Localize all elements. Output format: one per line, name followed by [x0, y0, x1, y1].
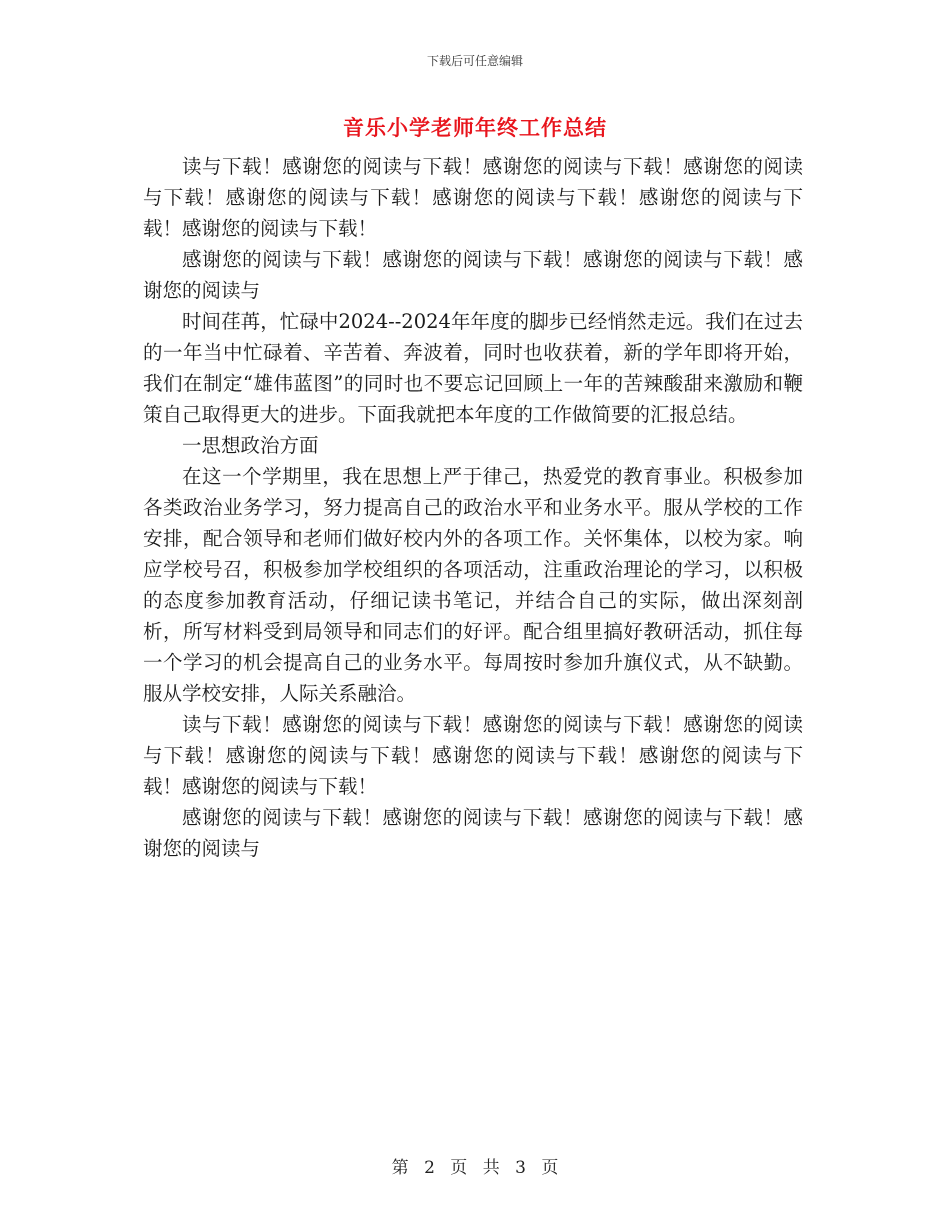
page-label-mid1: 页 — [450, 1158, 468, 1178]
paragraph: 感谢您的阅读与下载！感谢您的阅读与下载！感谢您的阅读与下载！感谢您的阅读与 — [143, 248, 803, 302]
paragraph: 感谢您的阅读与下载！感谢您的阅读与下载！感谢您的阅读与下载！感谢您的阅读与 — [143, 806, 803, 860]
section-heading: 一思想政治方面 — [182, 434, 319, 457]
page-label-mid2: 共 — [482, 1158, 500, 1178]
paragraph: 读与下载！感谢您的阅读与下载！感谢您的阅读与下载！感谢您的阅读与下载！感谢您的阅读与下载！感谢您的阅读与下载！感谢您的阅读与下载！感谢您的阅读与下载！ — [143, 713, 803, 798]
paragraph: 时间荏苒，忙碌中2024--2024年年度的脚步已经悄然走远。我们在过去的一年当中忙碌着、辛苦着、奔波着，同时也收获着，新的学年即将开始，我们在制定“雄伟蓝图”的同时也不要忘记回顾上一年的苦辣酸甜来激励和鞭策自己取得更大的进步。下面我就把本年度的工作做简要的汇报总结。 — [143, 310, 803, 426]
paragraph: 读与下载！感谢您的阅读与下载！感谢您的阅读与下载！感谢您的阅读与下载！感谢您的阅读与下载！感谢您的阅读与下载！感谢您的阅读与下载！感谢您的阅读与下载！ — [143, 155, 803, 240]
paragraph: 在这一个学期里，我在思想上严于律己，热爱党的教育事业。积极参加各类政治业务学习，努力提高自己的政治水平和业务水平。服从学校的工作安排，配合领导和老师们做好校内外的各项工作。关怀集体，以校为家。响应学校号召，积极参加学校组织的各项活动，注重政治理论的学习，以积极的态度参加教育活动，仔细记读书笔记，并结合自己的实际，做出深刻剖析，所写材料受到局领导和同志们的好评。配合组里搞好教研活动，抓住每一个学习的机会提高自己的业务水平。每周按时参加升旗仪式，从不缺勤。服从学校安排，人际关系融洽。 — [143, 465, 803, 705]
document-title: 音乐小学老师年终工作总结 — [343, 116, 607, 140]
page-total: 3 — [515, 1158, 526, 1178]
header-note: 下载后可任意编辑 — [426, 54, 523, 68]
page-label-prefix: 第 — [391, 1158, 409, 1178]
page-number-footer — [0, 1153, 950, 1178]
page-current: 2 — [424, 1158, 435, 1178]
page-label-suffix: 页 — [541, 1158, 559, 1178]
document-body — [143, 151, 803, 864]
